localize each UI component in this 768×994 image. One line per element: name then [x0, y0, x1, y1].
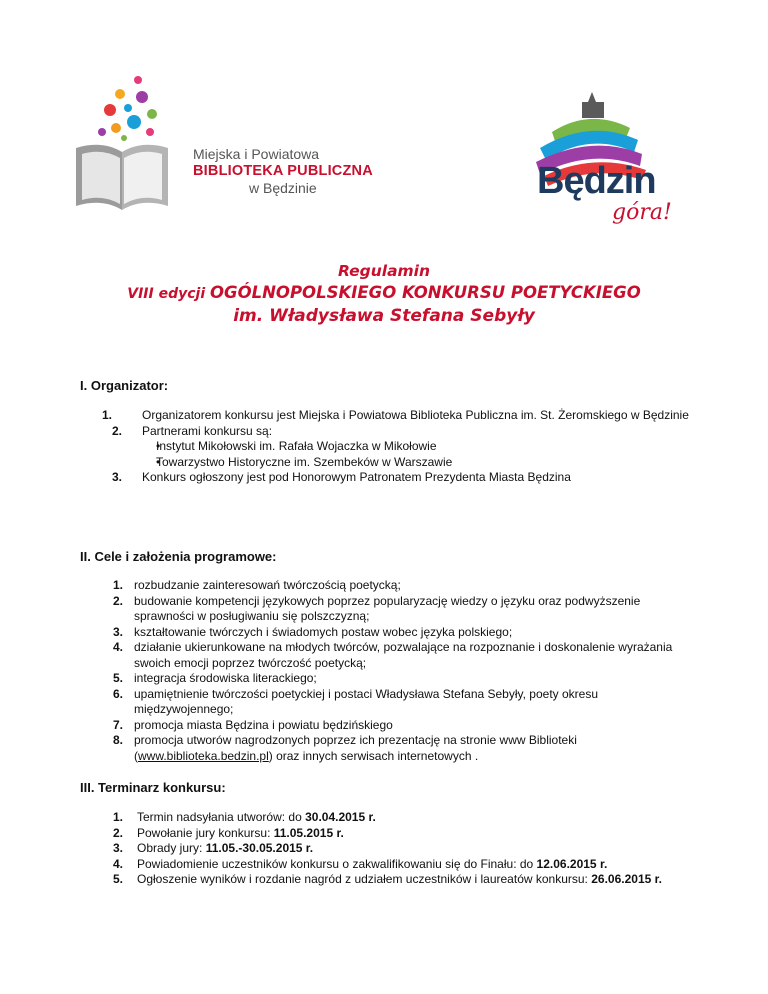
section-organizer-heading: I. Organizator: — [80, 378, 169, 393]
doc-title-line2 — [0, 283, 768, 302]
list-item: 4. Powiadomienie uczestników konkursu o zakwalifikowaniu się do Finału: do 12.06.2015 r. — [112, 856, 608, 871]
library-name-line2: BIBLIOTEKA PUBLICZNA — [193, 163, 373, 179]
partner-item: • Towarzystwo Historyczne im. Szembeków w Warszawie — [156, 455, 692, 471]
doc-title-line3: im. Władysława Stefana Sebyły — [233, 306, 535, 326]
list-item: 5. Ogłoszenie wyników i rozdanie nagród z udziałem uczestników i laureatów konkursu: 26.06.2015 r. — [112, 872, 662, 886]
city-tagline: góra! — [612, 200, 672, 225]
list-item: 5. integracja środowiska literackiego; — [112, 671, 317, 685]
list-item: 1. Organizatorem konkursu jest Miejska i Powiatowa Biblioteka Publiczna im. St. Żeromskiego w Będzinie — [102, 408, 689, 422]
section-goals-heading: II. Cele i założenia programowe: — [80, 549, 277, 564]
list-item: 2. Powołanie jury konkursu: 11.05.2015 r. — [112, 825, 344, 840]
list-item: 1. Termin nadsyłania utworów: do 30.04.2015 r. — [112, 810, 376, 824]
list-item: 3. kształtowanie twórczych i świadomych postaw wobec języka polskiego; — [112, 624, 513, 639]
doc-title-edition: VIII edycji — [127, 286, 210, 302]
partner-item: • Instytut Mikołowski im. Rafała Wojaczka w Mikołowie — [156, 439, 692, 455]
library-website-link[interactable]: www.biblioteka.bedzin.pl — [138, 748, 269, 763]
list-item: 2. budowanie kompetencji językowych poprzez popularyzację wiedzy o języku oraz podwyższenie sprawności w posługiwaniu się polszczyzną; — [112, 593, 641, 623]
list-item: 8. promocja utworów nagrodzonych poprzez ich prezentację na stronie www Biblioteki (www.biblioteka.bedzin.pl) oraz innych serwisach internetowych . — [112, 733, 577, 763]
list-item: 6. upamiętnienie twórczości poetyckiej i postaci Władysława Stefana Sebyły, poety okresu międzywojennego; — [112, 686, 599, 716]
list-item: 4. działanie ukierunkowane na młodych twórców, pozwalające na rozpoznanie i doskonalenie wyrażania swoich emocji poprzez twórczość poetycką; — [112, 640, 673, 670]
library-name-line1: Miejska i Powiatowa — [193, 146, 320, 162]
section-schedule-heading: III. Terminarz konkursu: — [80, 780, 226, 795]
goals-list — [112, 578, 674, 764]
partners-list — [156, 439, 692, 470]
library-name-line3: w Będzinie — [249, 180, 317, 196]
list-item: 3. Konkurs ogłoszony jest pod Honorowym Patronatem Prezydenta Miasta Będzina — [111, 470, 571, 484]
list-item: 2. Partnerami konkursu są: • Instytut Mikołowski im. Rafała Wojaczka w Mikołowie • Towarzystwo Historyczne im. Szembeków w Warszawie — [142, 424, 692, 471]
list-item: 1. rozbudzanie zainteresowań twórczością poetycką; — [112, 578, 401, 592]
city-name: Będzin — [537, 160, 656, 202]
list-item: 3. Obrady jury: 11.05.-30.05.2015 r. — [112, 841, 314, 855]
schedule-list — [112, 810, 697, 888]
library-logo-icon — [72, 70, 362, 220]
doc-title-line1: Regulamin — [337, 262, 431, 280]
organizer-list — [102, 408, 692, 486]
library-logo-text — [193, 146, 373, 197]
doc-title-contest: OGÓLNOPOLSKIEGO KONKURSU POETYCKIEGO — [210, 283, 641, 302]
list-item: 7. promocja miasta Będzina i powiatu będzińskiego — [112, 717, 393, 732]
